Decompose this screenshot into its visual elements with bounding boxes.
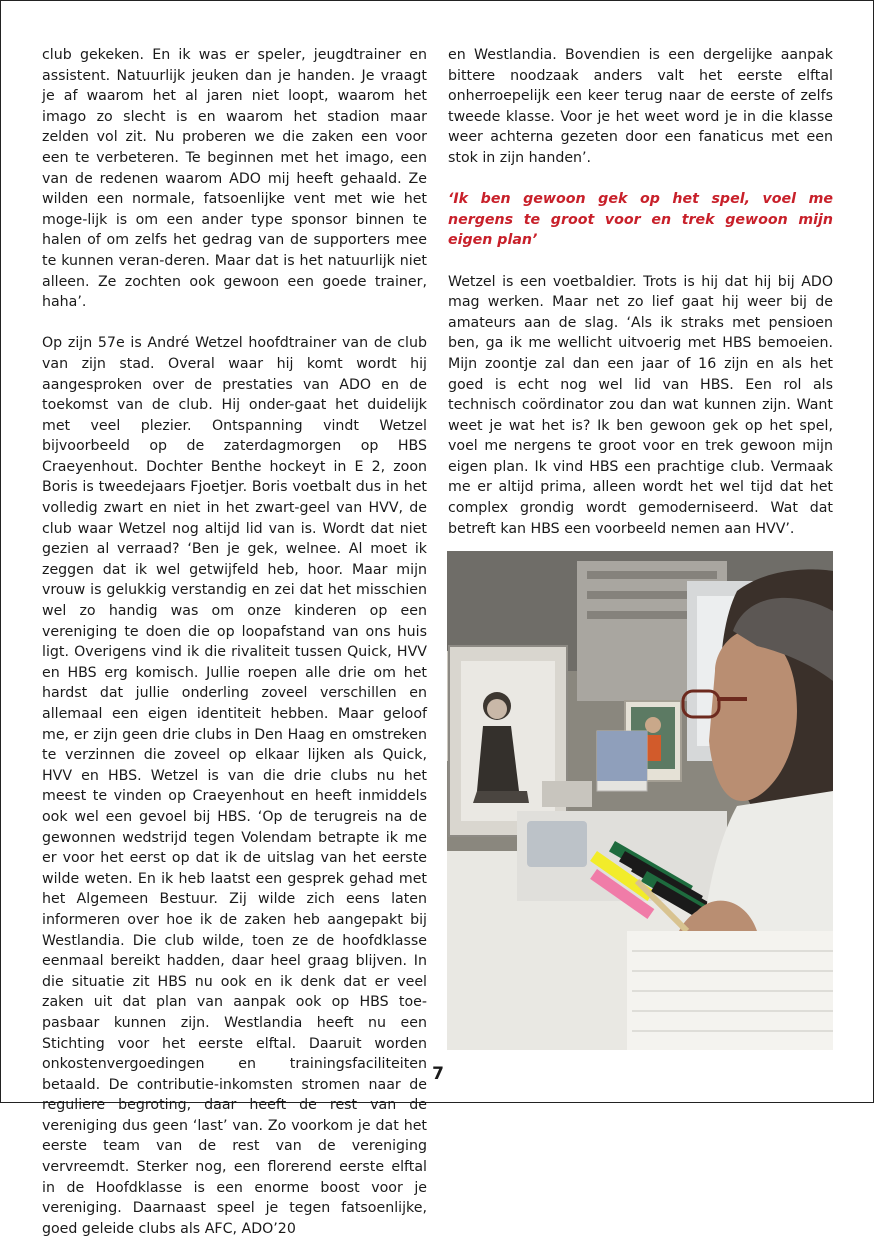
left-column — [42, 45, 427, 1239]
paragraph-4: Wetzel is een voetbaldier. Trots is hij dat hij bij ADO mag werken. Maar net zo lief gaat hij weer bij de amateurs aan de slag. ‘Als ik straks met pensioen ben, ga ik me wellicht uitvoerig met HBS bemoeien. Mijn zoontje zal dan een jaar of 16 zijn en als het goed is echt nog wel lid van HBS. Een rol als technisch coördinator zou dan wat kunnen zijn. Want weet je wat het is? Ik ben gewoon gek op het spel, voel me nergens te groot voor en trek gewoon mijn eigen plan. Ik vind HBS een prachtige club. Vermaak me er altijd prima, alleen wordt het wel tijd dat het complex grondig wordt gemoderniseerd. Wat dat betreft kan HBS een voorbeeld nemen aan HVV’. — [448, 273, 833, 537]
paragraph-1: club gekeken. En ik was er speler, jeugdtrainer en assistent. Natuurlijk jeuken dan je handen. Je vraagt je af waarom het al jaren niet loopt, waarom het imago zo slecht is en waarom het stadion maar zelden vol zit. Nu proberen we die zaken een voor een te verbeteren. Te beginnen met het imago, een van de redenen waarom ADO mij heeft gehaald. Ze wilden een normale, fatsoenlijke vent met wie het moge-lijk is om een ander type sponsor binnen te halen of om zelfs het gedrag van de supporters mee te kunnen veran-deren. Maar dat is het natuurlijk niet alleen. Ze zochten ook gewoon een goede trainer, haha’. — [42, 47, 427, 311]
pull-quote: ‘Ik ben gewoon gek op het spel, voel me nergens te groot voor en trek gewoon mijn eigen plan’ — [448, 191, 833, 249]
page-number: 7 — [432, 1064, 444, 1084]
right-column — [448, 45, 833, 580]
article-photo — [447, 551, 833, 1050]
framed-photo — [449, 646, 567, 836]
paragraph-2: Op zijn 57e is André Wetzel hoofdtrainer van de club van zijn stad. Overal waar hij komt wordt hij aangesproken over de prestaties van ADO en de toekomst van de club. Hij onder-gaat het duidelijk met veel plezier. Ontspanning vindt Wetzel bijvoorbeeld op de zaterdagmorgen op HBS Craeyenhout. Dochter Benthe hockeyt in E 2, zoon Boris is tweedejaars Fjoetjer. Boris voetbalt dus in het volledig zwart en niet in het zwart-geel van HVV, de club waar Wetzel nog altijd lid van is. Wordt dat niet gezien al verraad? ‘Ben je gek, welnee. Al moet ik zeggen dat ik wel getwijfeld heb, hoor. Maar mijn vrouw is gelukkig verstandig en zei dat het misschien wel zo handig was om onze kinderen op een vereniging te doen die op loopafstand van ons huis ligt. Overigens vind ik die rivaliteit tussen Quick, HVV en HBS erg komisch. Jullie roepen alle drie om het hardst dat jullie onderling zoveel verschillen en allemaal een eigen identiteit hebben. Maar geloof me, er zijn geen drie clubs in Den Haag en omstreken te verzinnen die zoveel op elkaar lijken als Quick, HVV en HBS. Wetzel is van die drie clubs nu het meest te vinden op Craeyenhout en heeft inmiddels ook wel een gevoel bij HBS. ‘Op de terugreis na de gewonnen wedstrijd tegen Volendam betrapte ik me er voor het eerst op dat ik de uitslag van het eerste wilde weten. En ik heb laatst een gesprek gehad met het Algemeen Bestuur. Zij wilde zich eens laten informeren over hoe ik de zaken heb aangepakt bij Westlandia. Die club wilde, toen ze de hoofdklasse eenmaal bereikt hadden, daar heel graag blijven. In die situatie zit HBS nu ook en ik denk dat er veel zaken uit dat plan van aanpak ook op HBS toe-pasbaar kunnen zijn. Westlandia heeft nu een Stichting voor het eerste elftal. Daaruit worden onkostenvergoedingen en trainingsfaciliteiten betaald. De contributie-inkomsten stromen naar de reguliere begroting, daar heeft de rest van de vereniging dus geen ‘last’ van. Zo voorkom je dat het eerste team van de rest van de vereniging vervreemdt. Sterker nog, een florerend eerste elftal in de Hoofdklasse is een enorme boost voor je vereniging. Daarnaast speel je tegen fatsoenlijke, goed geleide clubs als AFC, ADO’20 — [42, 335, 427, 1237]
paragraph-3: en Westlandia. Bovendien is een dergelijke aanpak bittere noodzaak anders valt het eerste elftal onherroepelijk een keer terug naar de eerste of zelfs tweede klasse. Voor je het weet word je in die klasse weer achterna gezeten door een fanaticus met een stok in zijn handen’. — [448, 47, 833, 166]
paper-sheet — [627, 931, 833, 1050]
